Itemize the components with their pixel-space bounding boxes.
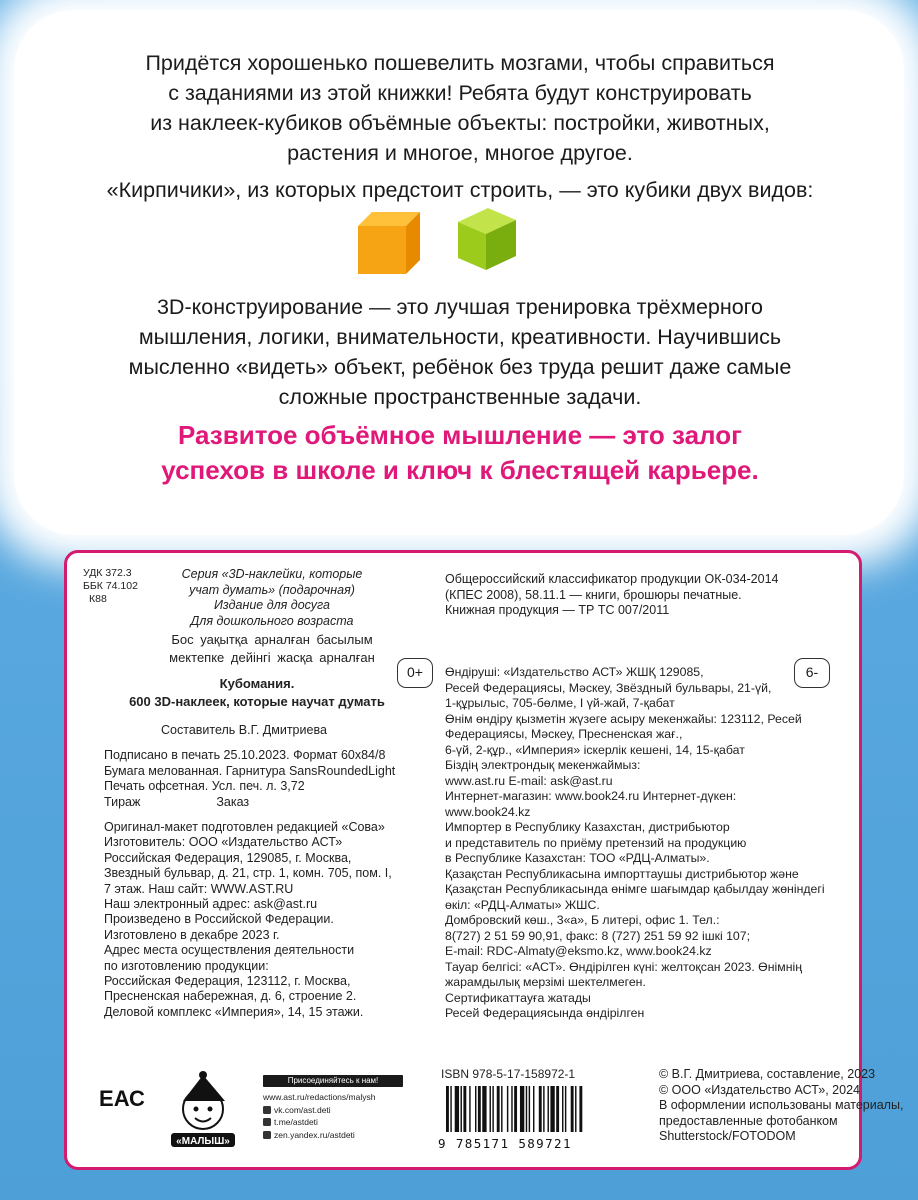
malysh-logo-icon bbox=[167, 1071, 239, 1151]
publisher-line: 7 этаж. Наш сайт: WWW.AST.RU bbox=[104, 881, 294, 896]
barcode-bar bbox=[579, 1086, 582, 1132]
book-title bbox=[127, 675, 387, 693]
classifier-line: Общероссийский классификатор продукции ОК-034-2014 bbox=[445, 572, 779, 586]
slogan bbox=[40, 418, 880, 488]
kz-info-line: Федерациясы, Мәскеу, Пресненская жағ., bbox=[445, 727, 683, 741]
compiler: Составитель В.Г. Дмитриева bbox=[161, 723, 327, 737]
benefits-line: 3D-конструирование — это лучшая тренировка трёхмерного bbox=[156, 295, 764, 319]
age-rating-left: 0+ bbox=[397, 658, 433, 688]
publisher-line: Российская Федерация, 123112, г. Москва, bbox=[104, 974, 351, 989]
isbn: ISBN 978-5-17-158972-1 bbox=[441, 1067, 576, 1081]
benefits-line: сложные пространственные задачи. bbox=[278, 385, 642, 409]
kz-info-line: www.ast.ru E-mail: ask@ast.ru bbox=[445, 773, 613, 788]
barcode-bar bbox=[550, 1086, 554, 1132]
barcode-bar bbox=[562, 1086, 563, 1132]
print-line: Бумага мелованная. Гарнитура SansRoundedLight bbox=[104, 763, 396, 778]
kz-info-line: Қазақстан Республикасына импорттаушы дистрибьютор және bbox=[445, 866, 799, 881]
zakaz-label: Заказ bbox=[216, 794, 250, 809]
publisher-line: Пресненская набережная, д. 6, строение 2. bbox=[104, 989, 357, 1004]
kz-info-line: Тауар белгісі: «АСТ». Өндірілген күні: желтоқсан 2023. Өнімнің bbox=[445, 959, 803, 974]
print-line: Печать офсетная. Усл. печ. л. 3,72 bbox=[104, 779, 305, 793]
imprint-card bbox=[64, 550, 904, 1170]
social-link-vk[interactable]: vk.com/ast.deti bbox=[263, 1104, 415, 1117]
tirazh-label: Тираж bbox=[104, 794, 141, 809]
barcode-bar bbox=[463, 1086, 466, 1132]
barcode-bar bbox=[565, 1086, 566, 1132]
barcode-bar bbox=[501, 1086, 502, 1132]
publisher-line: Наш электронный адрес: ask@ast.ru bbox=[104, 897, 318, 912]
copyright-block bbox=[659, 1067, 903, 1145]
kz-info-line: Ресей Федерациясында өндірілген bbox=[445, 1006, 645, 1020]
age-rating-right: 6- bbox=[794, 658, 830, 688]
barcode-bar bbox=[533, 1086, 534, 1132]
barcode-bar bbox=[511, 1086, 512, 1132]
classifier-line: (КПЕС 2008), 58.11.1 — книги, брошюры печатные. bbox=[445, 587, 742, 602]
barcode-bar bbox=[571, 1086, 574, 1132]
barcode-bar bbox=[482, 1086, 486, 1132]
barcode-bar bbox=[475, 1086, 476, 1132]
classifier-block bbox=[445, 572, 779, 619]
kz-info-line: Ресей Федерациясы, Мәскеу, Звёздный бульвары, 21-үй, bbox=[445, 680, 772, 695]
publisher-line: Звездный бульвар, д. 21, стр. 1, комн. 705, пом. I, bbox=[104, 866, 392, 881]
udk-line: К88 bbox=[89, 593, 107, 605]
social-link-zen[interactable]: zen.yandex.ru/astdeti bbox=[263, 1129, 415, 1142]
bricks-text: «Кирпичики», из которых предстоит строить, — это кубики двух видов: bbox=[106, 178, 814, 202]
barcode-bar bbox=[539, 1086, 542, 1132]
kz-info-line: и представитель по приёму претензий на продукцию bbox=[445, 835, 747, 850]
social-block bbox=[263, 1075, 415, 1155]
series-block bbox=[162, 567, 382, 629]
slogan-line: Развитое объёмное мышление — это залог bbox=[178, 420, 742, 450]
kz-info-line: Интернет-магазин: www.book24.ru Интернет-дүкен: bbox=[445, 789, 737, 803]
kz-info-line: Өнім өндіру қызметін жүзеге асыру мекенжайы: 123112, Ресей bbox=[445, 711, 802, 726]
eac-mark-text: ЕАС bbox=[99, 1086, 145, 1111]
barcode-bar bbox=[556, 1086, 559, 1132]
kz-info-line: Домбровский көш., 3«а», Б литері, офис 1. Тел.: bbox=[445, 913, 720, 927]
publisher-line: Произведено в Российской Федерации. bbox=[104, 912, 334, 927]
malysh-logo bbox=[167, 1071, 239, 1151]
publisher-line: Изготовитель: ООО «Издательство АСТ» bbox=[104, 835, 343, 850]
copyright-line: Shutterstock/FOTODOM bbox=[659, 1129, 796, 1143]
benefits-paragraph bbox=[70, 292, 850, 412]
kz-info-line: Импортер в Республику Казахстан, дистрибьютор bbox=[445, 820, 730, 834]
title-line: Кубомания. bbox=[219, 676, 295, 691]
social-link[interactable]: www.ast.ru/redactions/malysh bbox=[263, 1092, 376, 1102]
barcode-bar bbox=[469, 1086, 470, 1132]
slogan-line: успехов в школе и ключ к блестящей карьере. bbox=[161, 455, 759, 485]
barcode-bar bbox=[450, 1086, 451, 1132]
kz-series-line: мектепке дейінгі жасқа арналған bbox=[169, 650, 375, 665]
green-cube-icon bbox=[454, 204, 520, 272]
publisher-line: по изготовлению продукции: bbox=[104, 958, 269, 973]
barcode-bar bbox=[461, 1086, 462, 1132]
series-line: Издание для досуга bbox=[213, 598, 331, 612]
copyright-line: предоставленные фотобанком bbox=[659, 1113, 838, 1128]
zen-icon bbox=[263, 1131, 271, 1139]
barcode-bar bbox=[497, 1086, 500, 1132]
publisher-line: Адрес места осуществления деятельности bbox=[104, 943, 355, 958]
barcode-bar bbox=[507, 1086, 508, 1132]
intro-line: с заданиями из этой книжки! Ребята будут конструировать bbox=[168, 81, 752, 105]
kz-series-line: Бос уақытқа арналған басылым bbox=[171, 632, 373, 647]
barcode-bar bbox=[543, 1086, 544, 1132]
copyright-line: © В.Г. Дмитриева, составление, 2023 bbox=[659, 1067, 876, 1081]
malysh-logo-text: «МАЛЫШ» bbox=[176, 1136, 230, 1147]
orange-cube-icon bbox=[356, 210, 422, 276]
intro-line: растения и многое, многое другое. bbox=[287, 141, 633, 165]
top-section bbox=[0, 0, 918, 540]
udk-line: ББК 74.102 bbox=[83, 580, 138, 592]
kz-info-block bbox=[445, 665, 825, 1022]
publisher-info bbox=[104, 820, 392, 1020]
publisher-line: Деловой комплекс «Империя», 14, 15 этажи. bbox=[104, 1004, 364, 1019]
intro-paragraph bbox=[60, 48, 860, 168]
kz-info-line: өкіл: «РДЦ-Алматы» ЖШС. bbox=[445, 897, 600, 912]
series-line: Для дошкольного возраста bbox=[190, 613, 354, 628]
kz-info-line: Қазақстан Республикасында өнімге шағымдар қабылдау жөніндегі bbox=[445, 882, 825, 896]
publisher-line: Оригинал-макет подготовлен редакцией «Сова» bbox=[104, 820, 385, 834]
udk-block bbox=[83, 567, 138, 606]
book-subtitle: 600 3D-наклеек, которые научат думать bbox=[129, 694, 385, 709]
eac-mark bbox=[99, 1080, 145, 1114]
kz-info-line: Өндіруші: «Издательство АСТ» ЖШҚ 129085, bbox=[445, 665, 704, 679]
classifier-line: Книжная продукция — ТР ТС 007/2011 bbox=[445, 603, 670, 617]
barcode-bar bbox=[492, 1086, 493, 1132]
vk-icon bbox=[263, 1106, 271, 1114]
kz-info-line: Біздің электрондық мекенжаймыз: bbox=[445, 758, 641, 772]
telegram-icon bbox=[263, 1118, 271, 1126]
benefits-line: мышления, логики, внимательности, креативности. Научившись bbox=[138, 325, 782, 349]
kz-info-line: Сертификаттауға жатады bbox=[445, 990, 591, 1005]
eac-icon bbox=[99, 1080, 145, 1114]
barcode-bar bbox=[446, 1086, 449, 1132]
kz-info-line: E-mail: RDC-Almaty@eksmo.kz, www.book24.kz bbox=[445, 944, 712, 958]
copyright-line: © ООО «Издательство АСТ», 2024 bbox=[659, 1082, 860, 1097]
benefits-line: мысленно «видеть» объект, ребёнок без труда решит даже самые bbox=[128, 355, 792, 379]
barcode-bar bbox=[526, 1086, 527, 1132]
barcode-bar bbox=[490, 1086, 491, 1132]
print-info bbox=[104, 748, 395, 810]
barcode-bar bbox=[575, 1086, 576, 1132]
publisher-line: Российская Федерация, 129085, г. Москва, bbox=[104, 850, 352, 865]
barcode-bar bbox=[548, 1086, 549, 1132]
series-line: учат думать» (подарочная) bbox=[189, 582, 355, 597]
barcode-bar bbox=[478, 1086, 481, 1132]
barcode-digits: 9 785171 589721 bbox=[438, 1136, 572, 1151]
barcode-bar bbox=[520, 1086, 524, 1132]
barcode-bar bbox=[529, 1086, 530, 1132]
copyright-line: В оформлении использованы материалы, bbox=[659, 1098, 904, 1112]
kz-info-line: 1-құрылыс, 705-бөлме, I үй-жай, 7-қабат bbox=[445, 696, 675, 710]
kz-info-line: жарамдылық мерзімі шектелмеген. bbox=[445, 975, 646, 989]
barcode-bar bbox=[514, 1086, 517, 1132]
kz-info-line: в Республике Казахстан: ТОО «РДЦ-Алматы». bbox=[445, 851, 710, 865]
kz-info-line: 8(727) 2 51 59 90,91, факс: 8 (727) 251 59 92 ішкі 107; bbox=[445, 928, 751, 943]
print-line: Подписано в печать 25.10.2023. Формат 60x84/8 bbox=[104, 748, 386, 762]
udk-line: УДК 372.3 bbox=[83, 567, 132, 579]
print-line bbox=[104, 795, 395, 811]
barcode-bar bbox=[455, 1086, 459, 1132]
intro-line: из наклеек-кубиков объёмные объекты: постройки, животных, bbox=[150, 111, 770, 135]
kz-info-line: www.book24.kz bbox=[445, 804, 531, 819]
intro-line: Придётся хорошенько пошевелить мозгами, чтобы справиться bbox=[145, 51, 775, 75]
barcode bbox=[438, 1086, 638, 1151]
series-line: Серия «3D-наклейки, которые bbox=[181, 567, 363, 581]
kz-info-line: 6-үй, 2-құр., «Империя» іскерлік кешені, 14, 15-қабат bbox=[445, 742, 745, 757]
kz-series-block bbox=[162, 631, 382, 667]
barcode-icon bbox=[438, 1086, 638, 1132]
social-link-telegram[interactable]: t.me/astdeti bbox=[263, 1116, 415, 1129]
social-title: Присоединяйтесь к нам! bbox=[263, 1075, 403, 1087]
publisher-line: Изготовлено в декабре 2023 г. bbox=[104, 927, 280, 942]
